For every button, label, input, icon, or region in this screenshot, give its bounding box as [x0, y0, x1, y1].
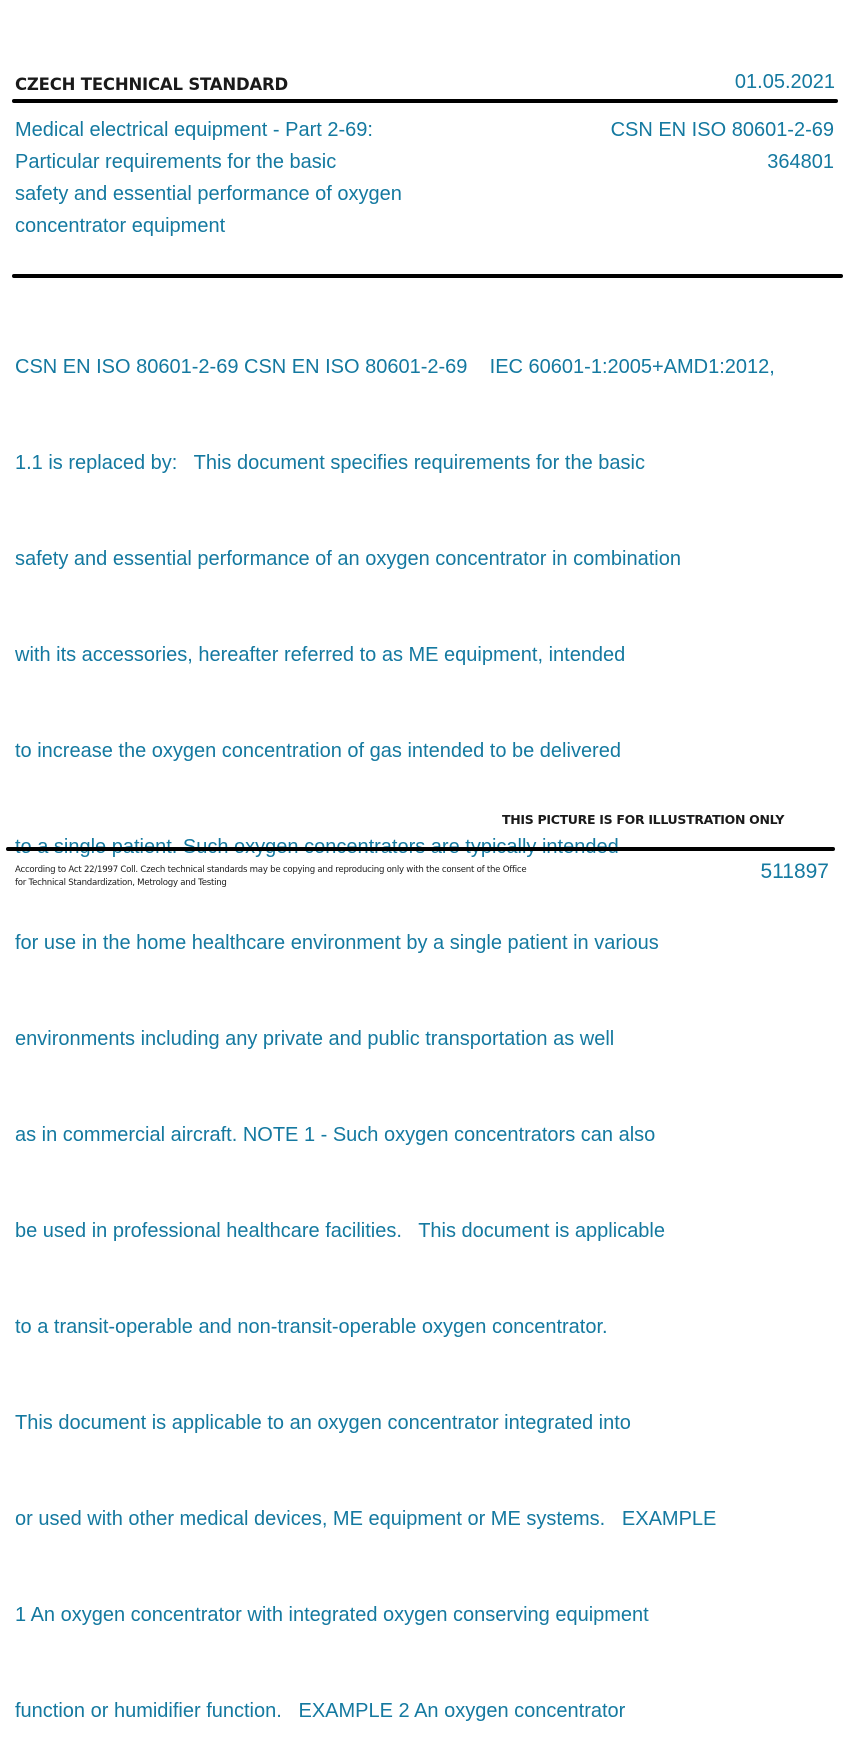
document-type-heading: CZECH TECHNICAL STANDARD: [15, 75, 289, 94]
abstract-line: as in commercial aircraft. NOTE 1 - Such oxygen concentrators can also: [15, 1124, 656, 1146]
footer-divider: [6, 847, 835, 851]
abstract-line: environments including any private and public transportation as well: [15, 1028, 615, 1050]
document-number: 511897: [760, 860, 829, 883]
classification-number: 364801: [767, 151, 834, 173]
standard-title-line: concentrator equipment: [15, 215, 226, 237]
abstract-line: 1 An oxygen concentrator with integrated oxygen conserving equipment: [15, 1604, 649, 1626]
header-divider: [12, 99, 838, 103]
abstract-line: This document is applicable to an oxygen concentrator integrated into: [15, 1412, 631, 1434]
abstract-line: to increase the oxygen concentration of gas intended to be delivered: [15, 740, 621, 762]
abstract-line: to a transit-operable and non-transit-operable oxygen concentrator.: [15, 1316, 608, 1338]
standard-abstract: [15, 287, 775, 1759]
abstract-line: CSN EN ISO 80601-2-69 CSN EN ISO 80601-2-69 IEC 60601-1:2005+AMD1:2012,: [15, 356, 775, 378]
abstract-line: for use in the home healthcare environment by a single patient in various: [15, 932, 659, 954]
standard-code: CSN EN ISO 80601-2-69: [610, 119, 834, 141]
abstract-line: safety and essential performance of an oxygen concentrator in combination: [15, 548, 681, 570]
legal-notice: [15, 864, 526, 890]
section-divider: [12, 274, 843, 278]
publication-date: 01.05.2021: [734, 71, 835, 93]
abstract-line: 1.1 is replaced by: This document specifies requirements for the basic: [15, 452, 645, 474]
abstract-line: function or humidifier function. EXAMPLE 2 An oxygen concentrator: [15, 1700, 626, 1722]
illustration-disclaimer: THIS PICTURE IS FOR ILLUSTRATION ONLY: [502, 812, 785, 827]
standard-title: [15, 114, 402, 242]
abstract-line: be used in professional healthcare facilities. This document is applicable: [15, 1220, 665, 1242]
abstract-line: or used with other medical devices, ME equipment or ME systems. EXAMPLE: [15, 1508, 717, 1530]
standard-title-line: Particular requirements for the basic: [15, 151, 337, 173]
standard-identifiers: [611, 114, 834, 178]
standard-title-line: safety and essential performance of oxygen: [15, 183, 402, 205]
legal-notice-line: According to Act 22/1997 Coll. Czech technical standards may be copying and reproducing only with the consent of the Office: [15, 865, 527, 875]
legal-notice-line: for Technical Standardization, Metrology and Testing: [15, 878, 227, 888]
standard-title-line: Medical electrical equipment - Part 2-69:: [15, 119, 373, 141]
abstract-line: with its accessories, hereafter referred to as ME equipment, intended: [15, 644, 626, 666]
